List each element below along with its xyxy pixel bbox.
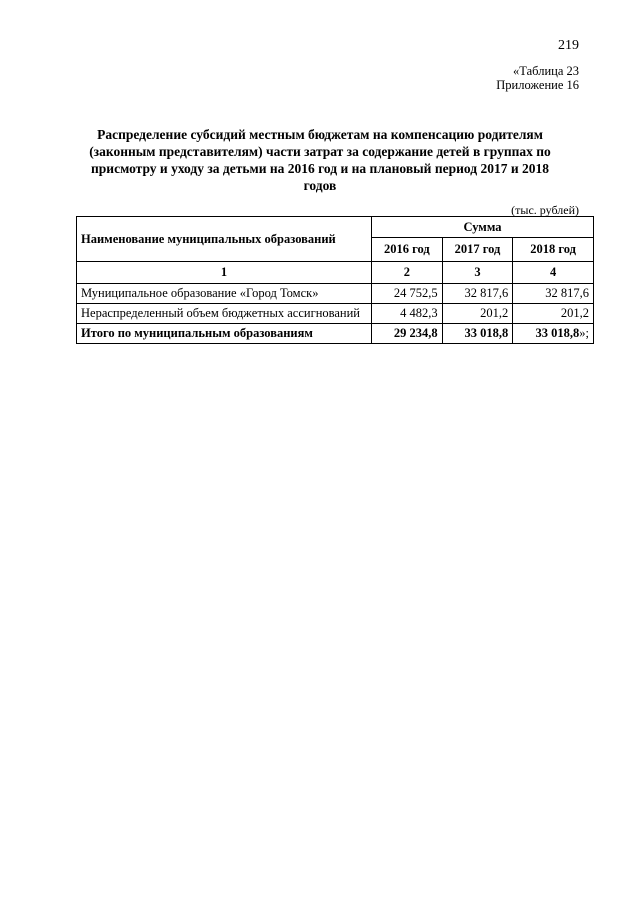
total-value-2018-number: 33 018,8 [535, 326, 580, 340]
table-row [77, 304, 594, 324]
unit-label: (тыс. рублей) [511, 203, 579, 217]
total-row [77, 324, 594, 344]
header-sum: Сумма [372, 217, 594, 238]
table-reference-line1: «Таблица 23 [513, 64, 579, 78]
column-number-4: 4 [513, 262, 594, 284]
header-name: Наименование муниципальных образований [77, 217, 372, 262]
row-name: Муниципальное образование «Город Томск» [77, 284, 372, 304]
total-name: Итого по муниципальным образованиям [77, 324, 372, 344]
table-row [77, 284, 594, 304]
total-value-2017: 33 018,8 [442, 324, 513, 344]
row-value-2016: 4 482,3 [372, 304, 443, 324]
row-value-2017: 32 817,6 [442, 284, 513, 304]
row-value-2016: 24 752,5 [372, 284, 443, 304]
row-name: Нераспределенный объем бюджетных ассигнований [77, 304, 372, 324]
table-reference-line2: Приложение 16 [496, 78, 579, 92]
header-year-2018: 2018 год [513, 238, 594, 262]
subsidy-table [76, 216, 594, 344]
row-value-2018: 201,2 [513, 304, 594, 324]
header-year-2017: 2017 год [442, 238, 513, 262]
header-year-2016: 2016 год [372, 238, 443, 262]
column-number-1: 1 [77, 262, 372, 284]
total-value-2016: 29 234,8 [372, 324, 443, 344]
table-reference [496, 64, 579, 92]
closing-quote: »; [579, 326, 589, 340]
page-number: 219 [558, 38, 579, 53]
row-value-2018: 32 817,6 [513, 284, 594, 304]
document-title: Распределение субсидий местным бюджетам на компенсацию родителям (законным представителям) части затрат за содержание детей в группах по присмотру и уходу за детьми на 2016 год и на плановый период 2017 и 2018 годов [89, 127, 551, 193]
row-value-2017: 201,2 [442, 304, 513, 324]
column-number-3: 3 [442, 262, 513, 284]
column-number-2: 2 [372, 262, 443, 284]
total-value-2018 [513, 324, 594, 344]
